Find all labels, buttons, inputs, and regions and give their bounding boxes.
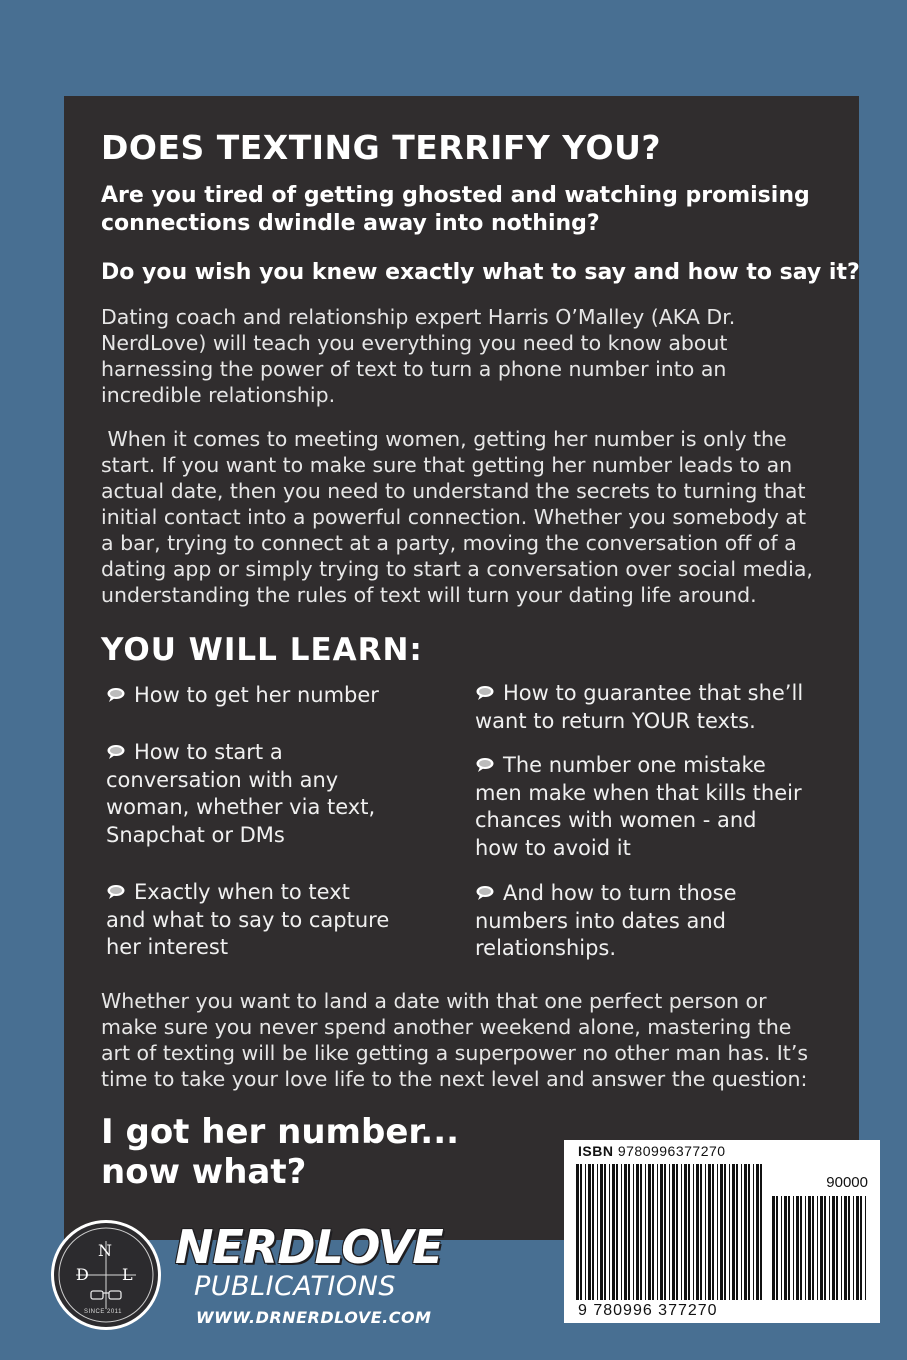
nerdlove-wordmark: NERDLOVE xyxy=(175,1220,443,1274)
bullet-number-one-mistake: The number one mistake men make when that kills their chances with women - and how to avoid it xyxy=(475,753,802,860)
monogram-n: N xyxy=(98,1241,112,1260)
body-paragraph: When it comes to meeting women, getting her number is only the start. If you want to make sure that getting her number leads to an actual date, then you need to understand the secrets to turning that initial contact into a powerful connection. Whether you somebody at a bar, trying to connect at a party, moving the conversation off of a dating app or simply trying to start a conversation over social media, understanding the rules of text will turn your dating life around. xyxy=(101,427,813,607)
since-text: SINCE 2011 xyxy=(84,1309,122,1315)
bullet-dates-relationships: And how to turn those numbers into dates and relationships. xyxy=(475,881,737,960)
intro-paragraph: Dating coach and relationship expert Harris O’Malley (AKA Dr. NerdLove) will teach you everything you need to know about harnessing the power of text to turn a phone number into an incredible relationship. xyxy=(101,305,736,407)
speech-bubble-icon xyxy=(475,885,495,901)
bullet-when-to-text: Exactly when to text and what to say to capture her interest xyxy=(106,880,390,959)
price-code: 90000 xyxy=(826,1174,868,1191)
closing-paragraph: Whether you want to land a date with that one perfect person or make sure you never spend another weekend alone, mastering the art of texting will be like getting a superpower no other man has. It’s time to take your love life to the next level and answer the question: xyxy=(101,989,809,1091)
speech-bubble-icon xyxy=(475,685,495,701)
monogram-l: L xyxy=(122,1265,133,1284)
barcode-digits: 9 780996 377270 xyxy=(578,1302,718,1319)
website-url: WWW.DRNERDLOVE.COM xyxy=(196,1308,432,1327)
isbn-barcode xyxy=(564,1140,880,1323)
isbn-text: ISBN 9780996377270 xyxy=(578,1143,726,1159)
speech-bubble-icon xyxy=(475,757,495,773)
bullet-return-texts: How to guarantee that she’ll want to return YOUR texts. xyxy=(475,681,804,733)
publications-text: PUBLICATIONS xyxy=(194,1271,396,1302)
cover-heading: DOES TEXTING TERRIFY YOU? xyxy=(101,128,662,167)
learn-heading: YOU WILL LEARN: xyxy=(101,632,423,668)
question-ghosted: Are you tired of getting ghosted and watching promising connections dwindle away into nothing? xyxy=(101,183,810,236)
speech-bubble-icon xyxy=(106,884,126,900)
speech-bubble-icon xyxy=(106,744,126,760)
dnl-monogram-logo xyxy=(51,1220,161,1330)
bullet-get-number: How to get her number xyxy=(106,682,379,710)
bullet-start-conversation: How to start a conversation with any woman, whether via text, Snapchat or DMs xyxy=(106,740,376,847)
monogram-d: D xyxy=(76,1265,89,1284)
question-what-to-say: Do you wish you knew exactly what to say and how to say it? xyxy=(101,260,860,285)
speech-bubble-icon xyxy=(106,687,126,703)
barcode-bars xyxy=(564,1140,880,1323)
final-question: I got her number... now what? xyxy=(101,1112,460,1192)
